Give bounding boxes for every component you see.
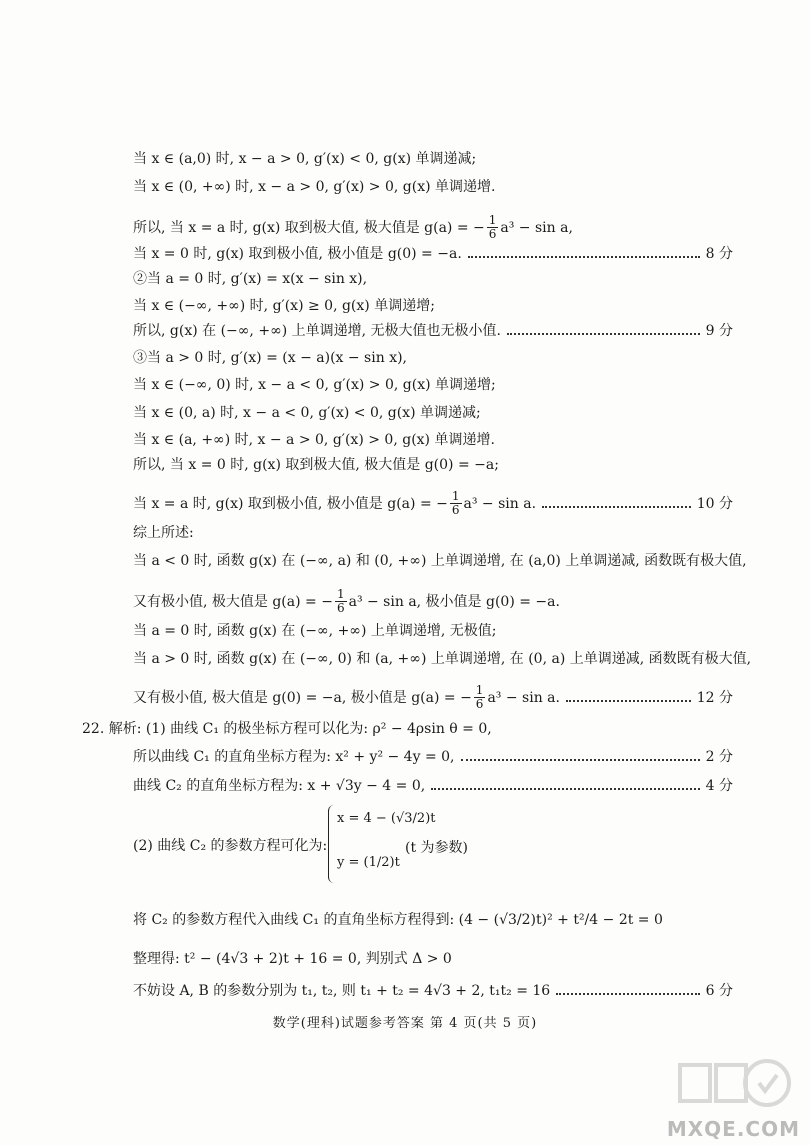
answer-line-text-after: a³ − sin a.: [463, 495, 537, 512]
answer-line-text: 曲线 C₂ 的直角坐标方程为: x + √3y − 4 = 0,: [133, 778, 426, 794]
answer-line-text: 当 x ∈ (0, +∞) 时, x − a > 0, g′(x) > 0, g(x) 单调递增.: [133, 179, 496, 195]
answer-line: [133, 748, 733, 766]
dotted-leader: [566, 700, 691, 702]
answer-line-text: 当 a = 0 时, 函数 g(x) 在 (−∞, +∞) 上单调递增, 无极值;: [133, 623, 497, 639]
answer-line-text-after: a³ − sin a,: [500, 219, 573, 236]
fraction: [450, 490, 462, 517]
answer-line-text: 当 x = a 时, g(x) 取到极小值, 极小值是 g(a) = −: [133, 495, 448, 512]
dotted-leader: [507, 333, 700, 335]
answer-line: [133, 150, 733, 168]
answer-line: [133, 376, 733, 394]
answer-line: [133, 322, 733, 340]
answer-line-text: 所以曲线 C₁ 的直角坐标方程为: x² + y² − 4y = 0,: [133, 749, 455, 765]
score-mark: 4 分: [705, 778, 733, 794]
answer-line-text: 当 x ∈ (−∞, 0) 时, x − a < 0, g′(x) > 0, g(x) 单调递增;: [133, 377, 496, 393]
watermark-text: MXQE.COM: [666, 1117, 800, 1141]
answer-line: [133, 214, 733, 241]
answer-line: [133, 270, 733, 288]
answer-line-text: ②当 a = 0 时, g′(x) = x(x − sin x),: [133, 271, 368, 287]
answer-line: [133, 431, 733, 449]
dotted-leader: [556, 993, 699, 995]
fraction-numerator: 1: [336, 587, 345, 601]
answer-line-text: 当 a < 0 时, 函数 g(x) 在 (−∞, a) 和 (0, +∞) 上单调递增, 在 (a,0) 上单调递减, 函数既有极大值,: [133, 553, 747, 569]
param-note: (t 为参数): [405, 840, 468, 856]
watermark-logo-icon: [672, 1053, 792, 1123]
answer-line: [133, 622, 733, 640]
fraction: [335, 588, 347, 615]
score-mark: 12 分: [696, 689, 733, 706]
answer-line-text: ③当 a > 0 时, g′(x) = (x − a)(x − sin x),: [133, 350, 407, 366]
param-equation-x: x = 4 − (√3/2)t: [337, 811, 436, 826]
answer-line: [133, 456, 733, 474]
param-equation-y: y = (1/2)t: [337, 855, 400, 870]
answer-line-text: 所以, 当 x = a 时, g(x) 取到极大值, 极大值是 g(a) = −: [133, 219, 485, 236]
answer-line: [133, 911, 733, 929]
answer-line: [133, 297, 733, 315]
fraction-numerator: 1: [451, 489, 460, 503]
dotted-leader: [461, 759, 700, 761]
answer-line-text-after: a³ − sin a, 极小值是 g(0) = −a.: [348, 593, 560, 610]
answer-line-text: 整理得: t² − (4√3 + 2)t + 16 = 0, 判别式 Δ > 0: [133, 951, 452, 967]
fraction-numerator: 1: [475, 683, 484, 697]
answer-line: [82, 720, 682, 738]
answer-line-text: (2) 曲线 C₂ 的参数方程可化为:: [133, 838, 328, 854]
score-mark: 6 分: [705, 983, 733, 999]
answer-line-text: 当 x = 0 时, g(x) 取到极小值, 极小值是 g(0) = −a.: [133, 246, 462, 262]
page-footer: 数学(理科)试题参考答案 第 4 页(共 5 页): [272, 1016, 538, 1031]
answer-line: [133, 178, 733, 196]
answer-line-text: 当 x ∈ (a, +∞) 时, x − a > 0, g′(x) > 0, g(x) 单调递增.: [133, 432, 495, 448]
answer-line: [133, 777, 733, 795]
answer-line-text: 将 C₂ 的参数方程代入曲线 C₁ 的直角坐标方程得到: (4 − (√3/2)t)² + t²/4 − 2t = 0: [133, 912, 663, 928]
fraction-denominator: 6: [488, 227, 497, 241]
answer-line-text: 综上所述:: [133, 525, 194, 541]
answer-line-text: 22. 解析: (1) 曲线 C₁ 的极坐标方程可以化为: ρ² − 4ρsin θ = 0,: [82, 721, 492, 737]
answer-line-text: 当 x ∈ (a,0) 时, x − a > 0, g′(x) < 0, g(x) 单调递减;: [133, 151, 477, 167]
score-mark: 8 分: [705, 246, 733, 262]
answer-line-text: 所以, g(x) 在 (−∞, +∞) 上单调递增, 无极大值也无极小值.: [133, 323, 501, 339]
answer-line-text-after: a³ − sin a.: [487, 689, 560, 706]
dotted-leader: [468, 256, 700, 258]
answer-line-text: 当 x ∈ (0, a) 时, x − a < 0, g′(x) < 0, g(x) 单调递减;: [133, 405, 481, 421]
fraction-denominator: 6: [336, 601, 345, 615]
answer-line: [133, 404, 733, 422]
fraction-denominator: 6: [475, 697, 484, 711]
answer-line: [133, 588, 733, 615]
fraction: [474, 684, 486, 711]
answer-line: [133, 349, 733, 367]
answer-line: [133, 524, 733, 542]
score-mark: 10 分: [696, 495, 733, 512]
answer-line-text: 又有极小值, 极大值是 g(a) = −: [133, 593, 333, 610]
answer-line-text: 又有极小值, 极大值是 g(0) = −a, 极小值是 g(a) = −: [133, 689, 472, 706]
answer-line: [133, 490, 733, 517]
dotted-leader: [431, 788, 699, 790]
answer-line: [133, 650, 752, 668]
answer-line: [133, 552, 747, 570]
answer-line-text: 不妨设 A, B 的参数分别为 t₁, t₂, 则 t₁ + t₂ = 4√3 + 2, t₁t₂ = 16: [133, 983, 551, 999]
answer-line: [133, 982, 733, 1000]
answer-line-text: 当 x ∈ (−∞, +∞) 时, g′(x) ≥ 0, g(x) 单调递增;: [133, 298, 435, 314]
fraction-numerator: 1: [488, 213, 497, 227]
score-mark: 9 分: [705, 323, 733, 339]
answer-line: [133, 950, 733, 968]
score-mark: 2 分: [705, 749, 733, 765]
answer-line-text: 所以, 当 x = 0 时, g(x) 取到极大值, 极大值是 g(0) = −a;: [133, 457, 499, 473]
answer-line-text: 当 a > 0 时, 函数 g(x) 在 (−∞, 0) 和 (a, +∞) 上单调递增, 在 (0, a) 上单调递减, 函数既有极大值,: [133, 651, 752, 667]
fraction: [487, 214, 499, 241]
fraction-denominator: 6: [451, 503, 460, 517]
answer-line: [133, 245, 733, 263]
answer-line: [133, 684, 733, 711]
dotted-leader: [542, 506, 691, 508]
